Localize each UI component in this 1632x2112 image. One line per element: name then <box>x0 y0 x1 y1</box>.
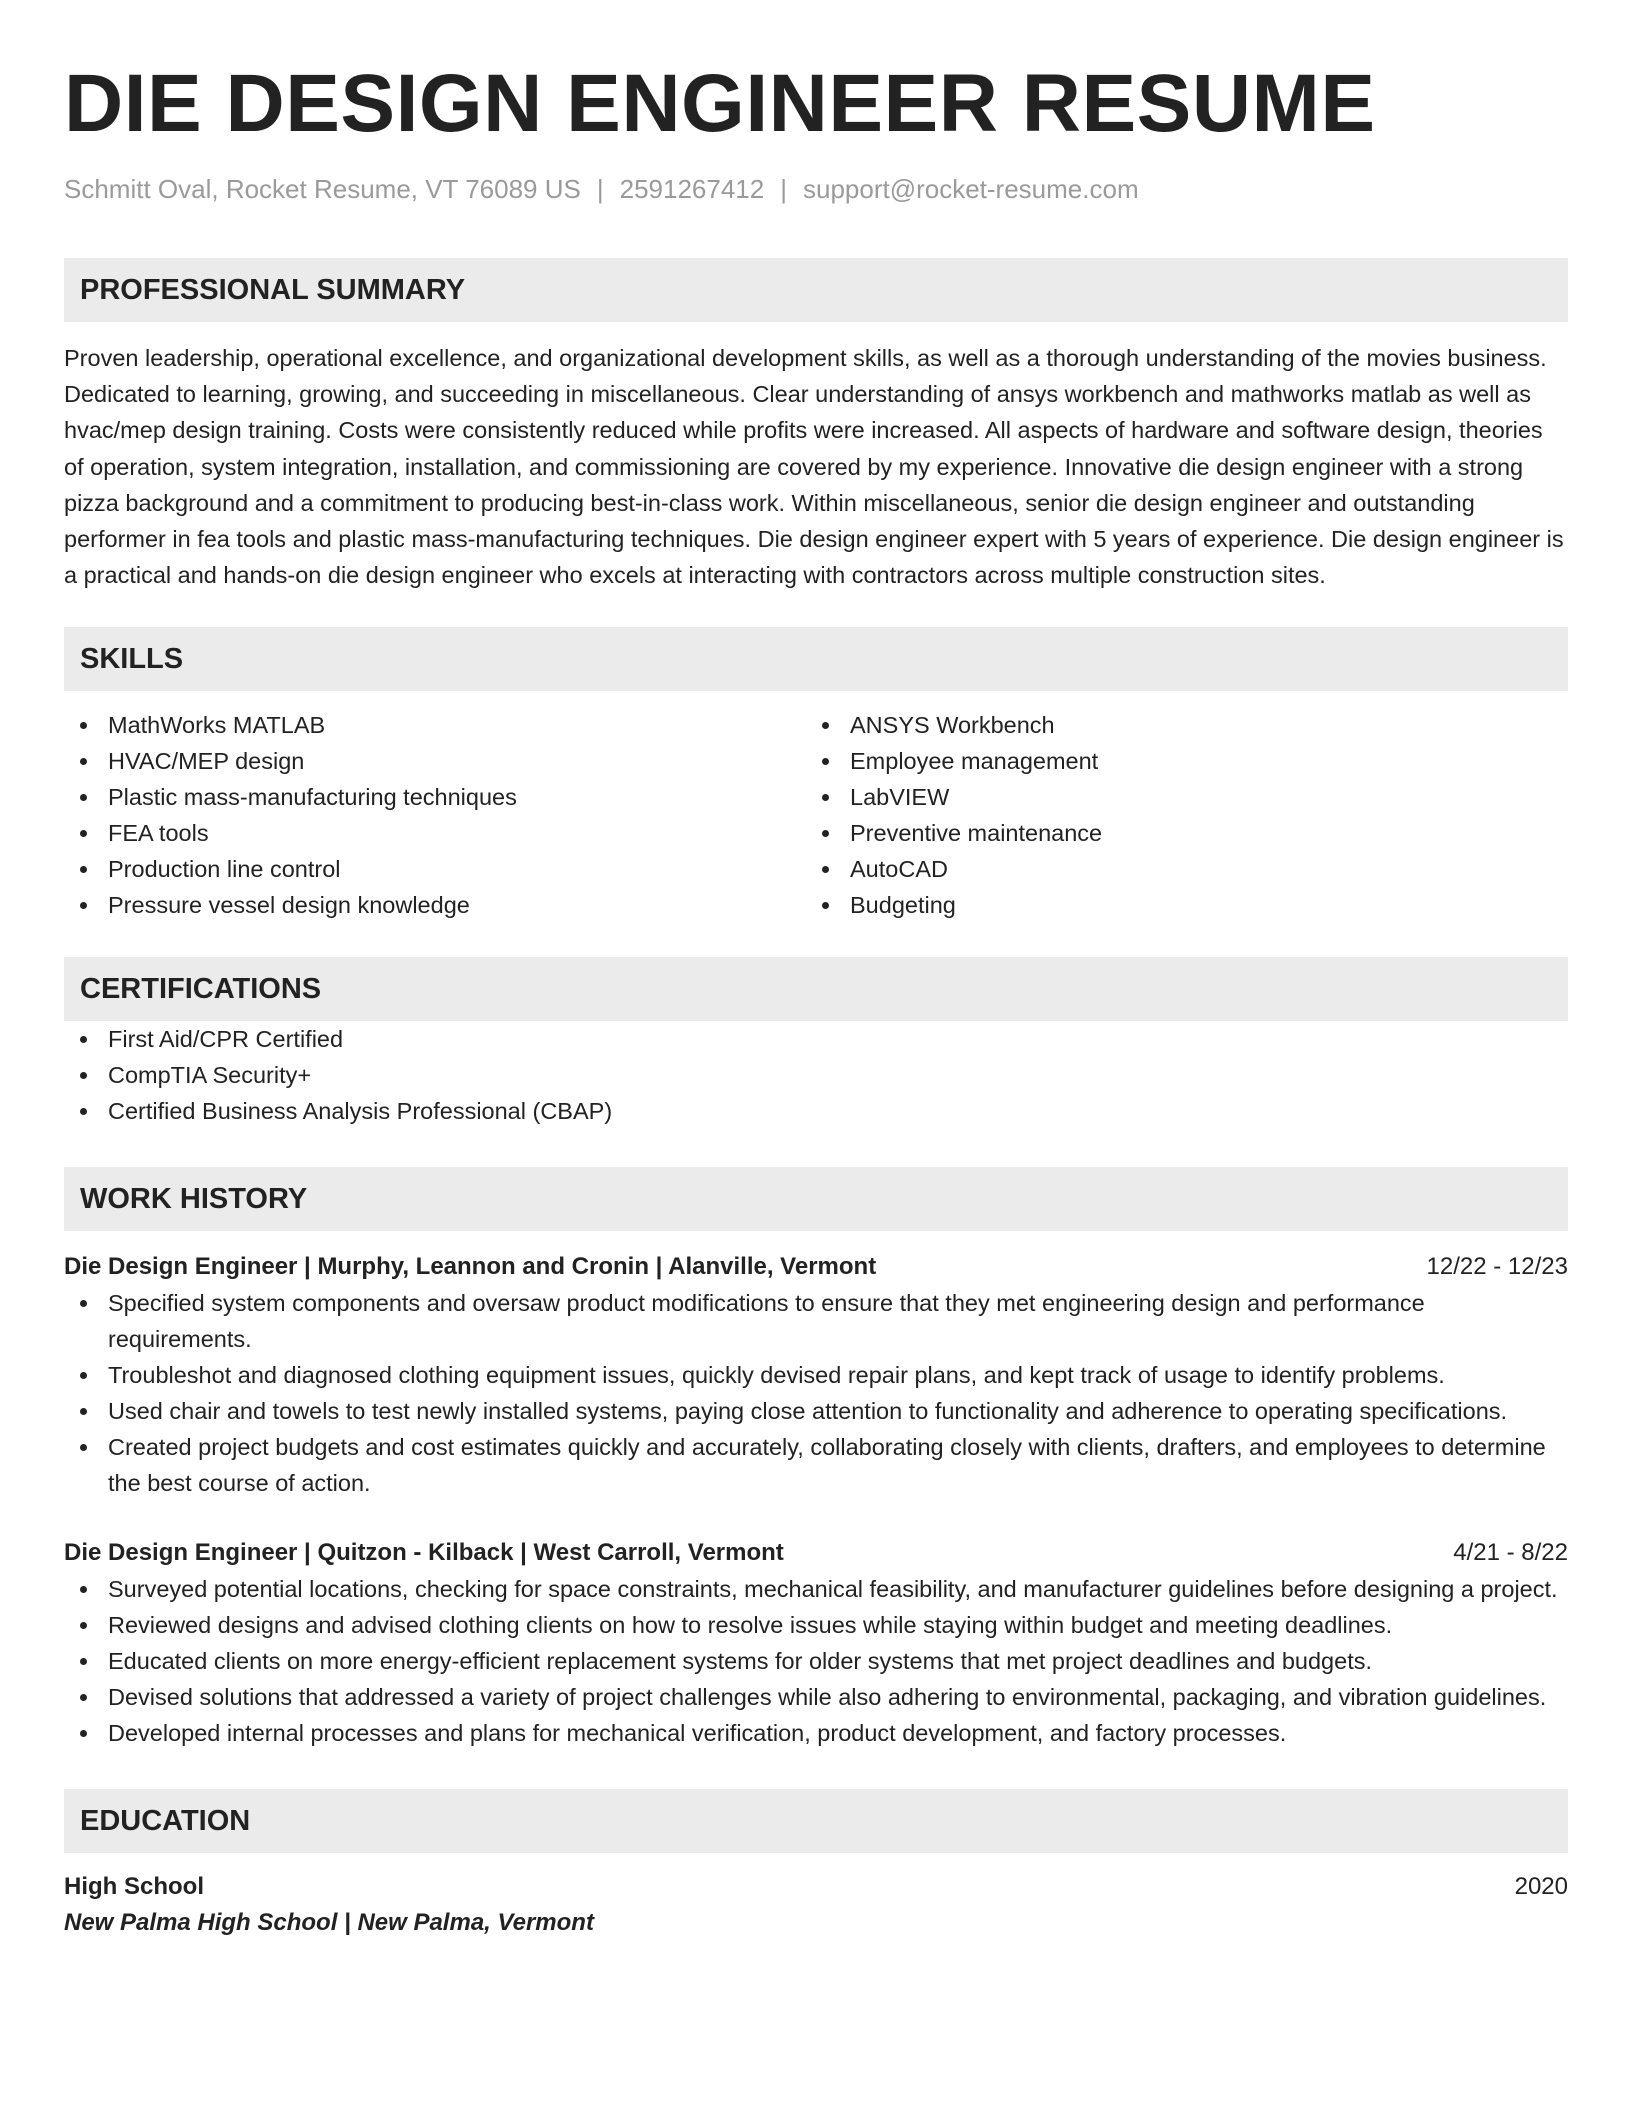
skill-item: MathWorks MATLAB <box>64 707 806 743</box>
job-header <box>64 1535 1568 1571</box>
job-dates: 4/21 - 8/22 <box>1453 1539 1568 1567</box>
job-bullet: Developed internal processes and plans for mechanical verification, product development, and factory processes. <box>64 1715 1568 1751</box>
education-year: 2020 <box>1514 1873 1568 1901</box>
job-bullet: Educated clients on more energy-efficient replacement systems for older systems that met project deadlines and budgets. <box>64 1643 1568 1679</box>
contact-separator: | <box>596 174 604 204</box>
contact-phone: 2591267412 <box>619 174 765 204</box>
skills-column-left <box>64 707 806 923</box>
skills-list <box>64 707 1568 923</box>
job-bullet: Reviewed designs and advised clothing clients on how to resolve issues while staying within budget and meeting deadlines. <box>64 1607 1568 1643</box>
skill-item: AutoCAD <box>806 851 1548 887</box>
section-heading-work-history: WORK HISTORY <box>64 1167 1568 1231</box>
section-heading-summary: PROFESSIONAL SUMMARY <box>64 258 1568 322</box>
education-header <box>64 1869 1568 1905</box>
certifications-list <box>64 1021 1568 1129</box>
contact-separator: | <box>780 174 787 204</box>
skill-item: Production line control <box>64 851 806 887</box>
job-bullet: Specified system components and oversaw product modifications to ensure that they met engineering design and performance requirements. <box>64 1285 1568 1357</box>
resume-title: DIE DESIGN ENGINEER RESUME <box>64 58 1376 149</box>
skill-item: Pressure vessel design knowledge <box>64 887 806 923</box>
skill-item: Employee management <box>806 743 1548 779</box>
skill-item: Preventive maintenance <box>806 815 1548 851</box>
education-school: New Palma High School | New Palma, Vermont <box>64 1909 594 1937</box>
section-heading-certifications: CERTIFICATIONS <box>64 957 1568 1021</box>
section-heading-education: EDUCATION <box>64 1789 1568 1853</box>
skills-column-right <box>806 707 1548 923</box>
job-bullet: Used chair and towels to test newly installed systems, paying close attention to functionality and adherence to operating specifications. <box>64 1393 1568 1429</box>
section-heading-skills: SKILLS <box>64 627 1568 691</box>
job-bullet: Devised solutions that addressed a variety of project challenges while also adhering to environmental, packaging, and vibration guidelines. <box>64 1679 1568 1715</box>
contact-address: Schmitt Oval, Rocket Resume, VT 76089 US <box>64 174 581 204</box>
job-bullet: Created project budgets and cost estimates quickly and accurately, collaborating closely with clients, drafters, and employees to determine the best course of action. <box>64 1429 1568 1501</box>
education-degree: High School <box>64 1873 204 1901</box>
job-dates: 12/22 - 12/23 <box>1426 1253 1568 1281</box>
certification-item: First Aid/CPR Certified <box>64 1021 1568 1057</box>
certification-item: CompTIA Security+ <box>64 1057 1568 1093</box>
summary-text: Proven leadership, operational excellence, and organizational development skills, as well as a thorough understanding of the movies business. Dedicated to learning, growing, and succeeding in miscellaneous. Clear understanding of ansys workbench and mathworks matlab as well as hvac/mep design training. Costs were consistently reduced while profits were increased. All aspects of hardware and software design, theories of operation, system integration, installation, and commissioning are covered by my experience. Innovative die design engineer with a strong pizza background and a commitment to producing best-in-class work. Within miscellaneous, senior die design engineer and outstanding performer in fea tools and plastic mass-manufacturing techniques. Die design engineer expert with 5 years of experience. Die design engineer is a practical and hands-on die design engineer who excels at interacting with contractors across multiple construction sites. <box>64 345 1564 589</box>
contact-line <box>64 172 1568 206</box>
job-entry <box>64 1249 1568 1501</box>
job-bullets <box>64 1571 1568 1751</box>
skill-item: Budgeting <box>806 887 1548 923</box>
certification-item: Certified Business Analysis Professional (CBAP) <box>64 1093 1568 1129</box>
job-entry <box>64 1535 1568 1751</box>
job-header <box>64 1249 1568 1285</box>
skill-item: LabVIEW <box>806 779 1548 815</box>
skill-item: FEA tools <box>64 815 806 851</box>
skill-item: ANSYS Workbench <box>806 707 1548 743</box>
job-bullet: Surveyed potential locations, checking for space constraints, mechanical feasibility, and manufacturer guidelines before designing a project. <box>64 1571 1568 1607</box>
skill-item: HVAC/MEP design <box>64 743 806 779</box>
skill-item: Plastic mass-manufacturing techniques <box>64 779 806 815</box>
job-title: Die Design Engineer | Quitzon - Kilback | West Carroll, Vermont <box>64 1539 784 1567</box>
job-bullets <box>64 1285 1568 1501</box>
contact-email: support@rocket-resume.com <box>802 174 1139 204</box>
job-title: Die Design Engineer | Murphy, Leannon and Cronin | Alanville, Vermont <box>64 1253 877 1281</box>
job-bullet: Troubleshot and diagnosed clothing equipment issues, quickly devised repair plans, and kept track of usage to identify problems. <box>64 1357 1568 1393</box>
